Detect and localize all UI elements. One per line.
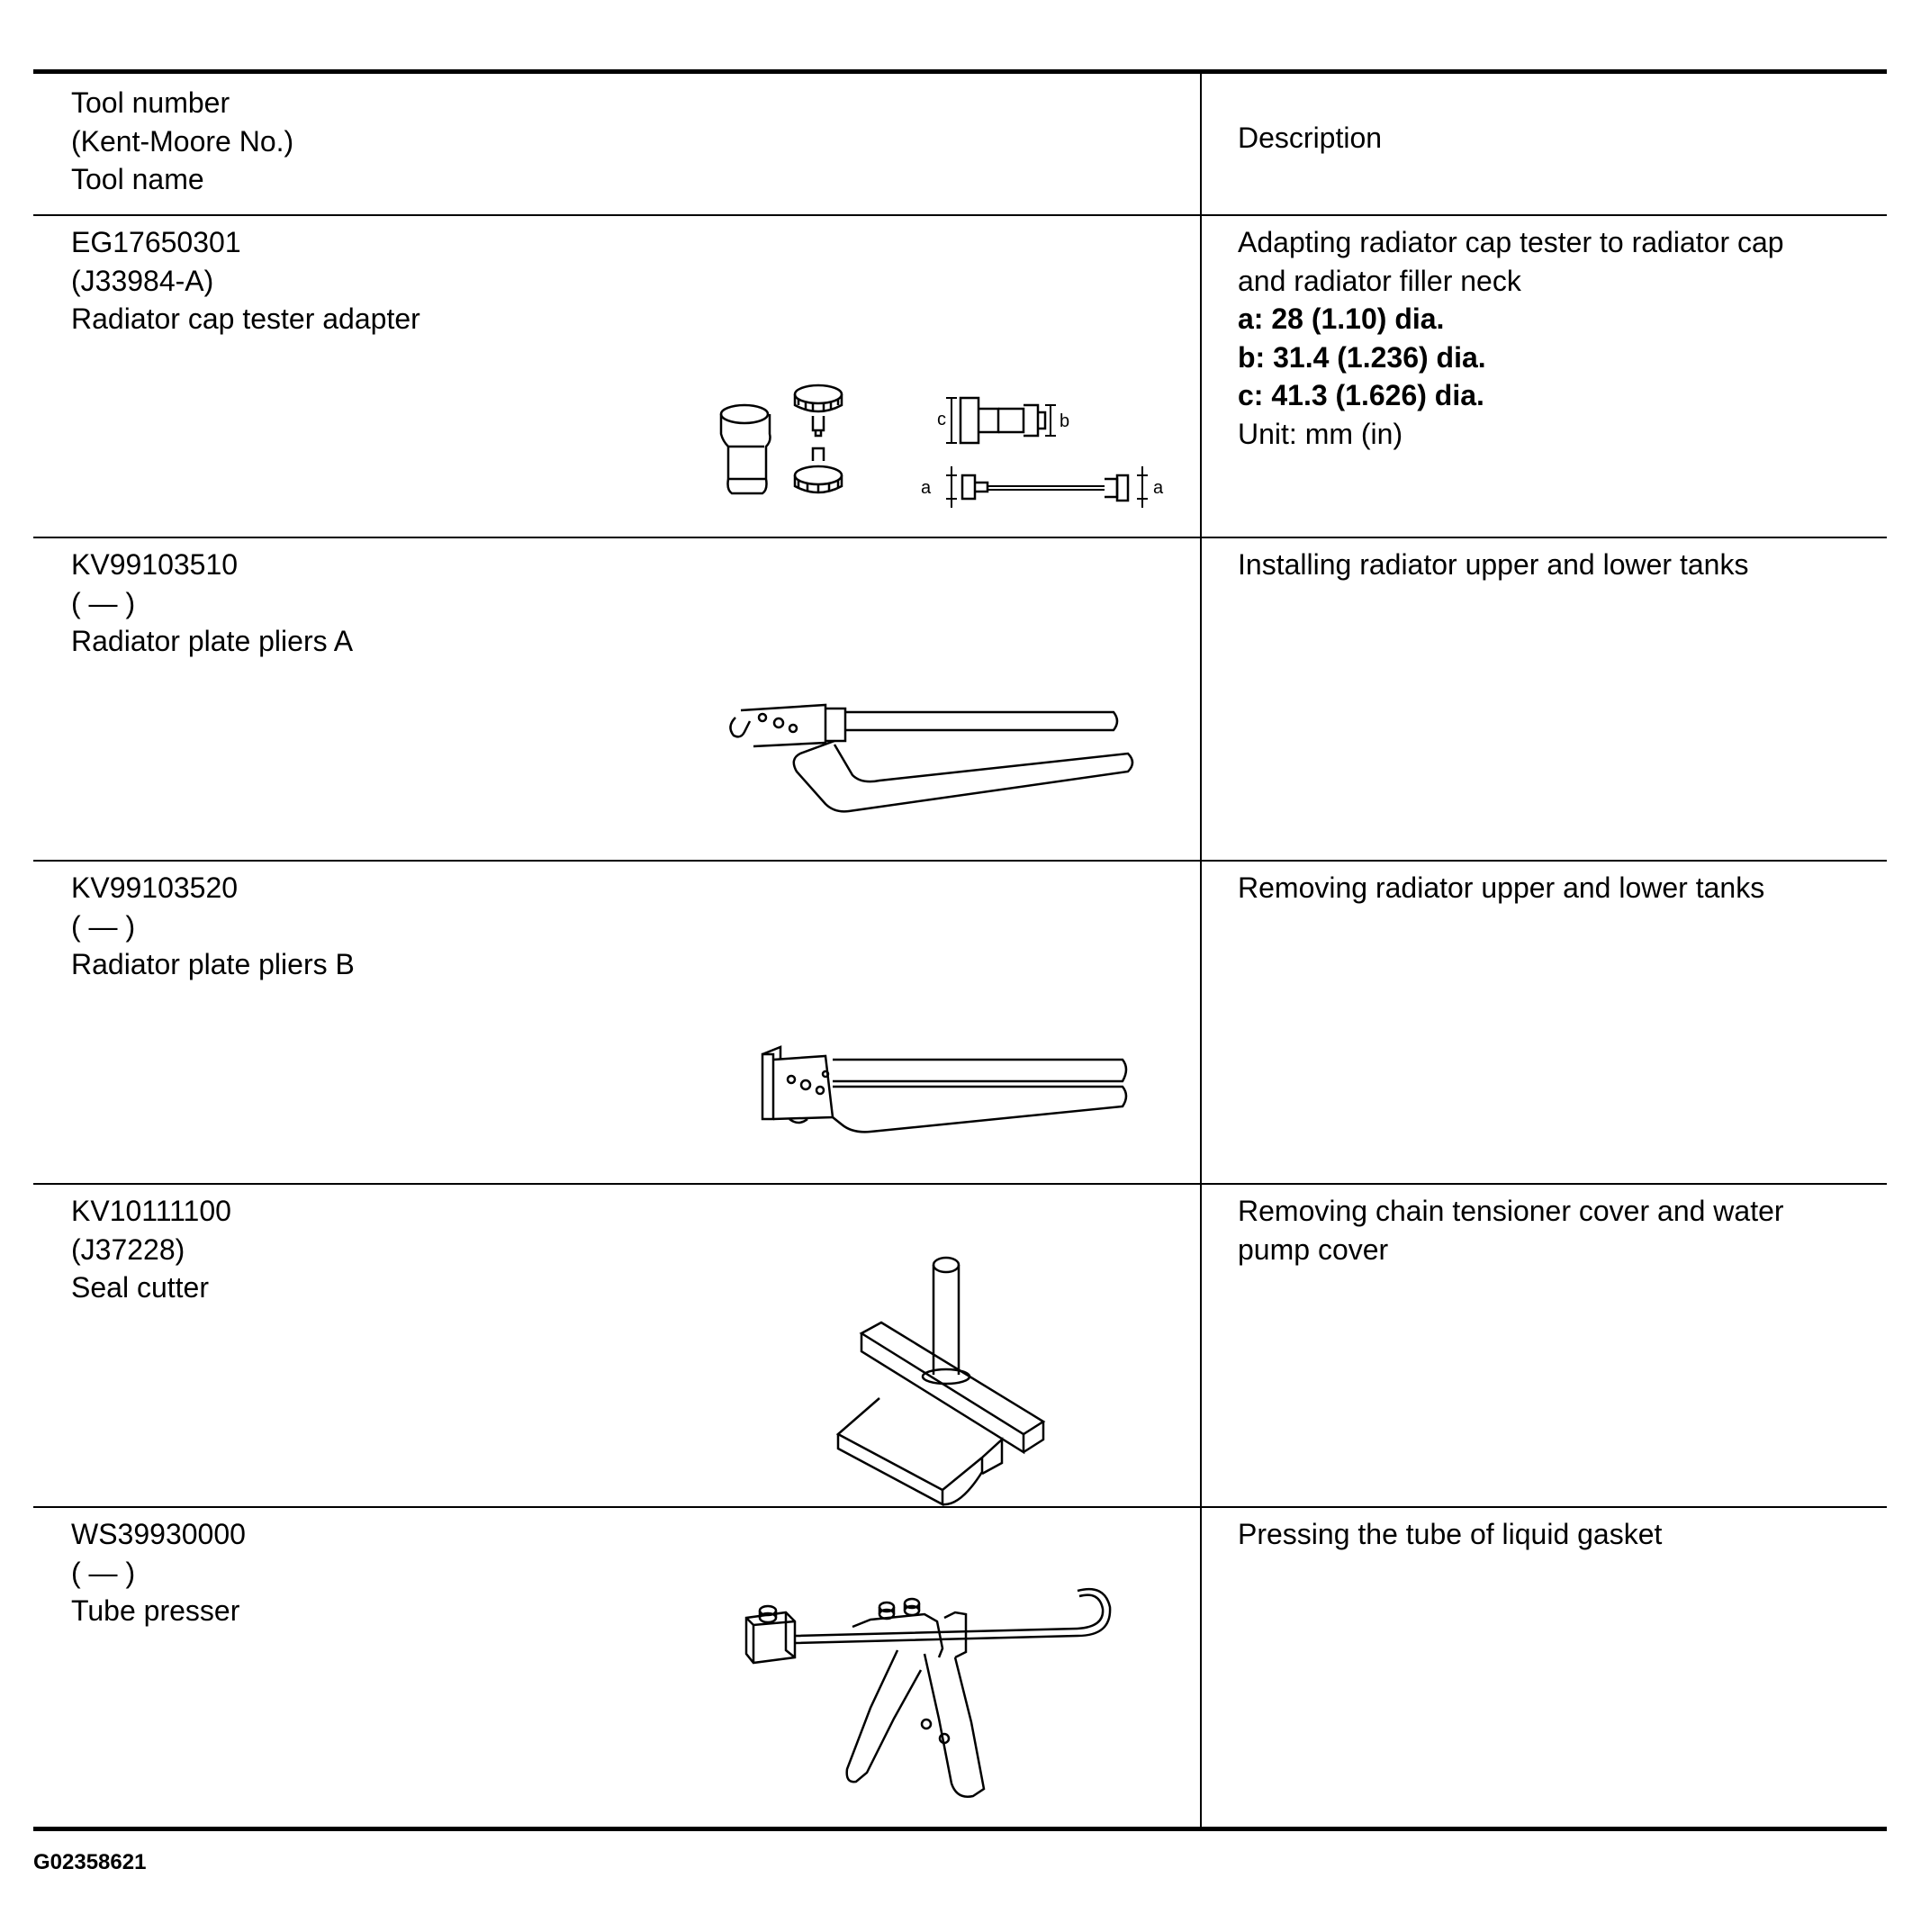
dim-label-b: b <box>1060 411 1070 431</box>
table-row-1-description <box>1238 223 1868 453</box>
tool-name: Tube presser <box>71 1594 240 1627</box>
spec-a: a: 28 (1.10) dia. <box>1238 302 1445 335</box>
tube-presser-illustration <box>735 1564 1132 1834</box>
kent-moore-number: ( — ) <box>71 1556 136 1589</box>
table-row-2-tool <box>71 546 353 661</box>
table-bottom-rule <box>33 1827 1887 1831</box>
tool-name: Seal cutter <box>71 1271 209 1304</box>
kent-moore-number: (J37228) <box>71 1232 185 1266</box>
description-line: Adapting radiator cap tester to radiator cap <box>1238 226 1784 258</box>
description-line: pump cover <box>1238 1232 1389 1266</box>
unit-line: Unit: mm (in) <box>1238 417 1403 450</box>
figure-id: G02358621 <box>33 1850 147 1874</box>
column-divider <box>1200 71 1202 1829</box>
description-line: and radiator filler neck <box>1238 264 1521 297</box>
kent-moore-number: ( — ) <box>71 586 136 619</box>
kent-moore-number: (J33984-A) <box>71 264 214 297</box>
tool-number: KV99103520 <box>71 871 239 904</box>
description-line: Removing chain tensioner cover and water <box>1238 1195 1784 1227</box>
table-row-2-description <box>1238 546 1868 584</box>
row-divider <box>33 537 1887 538</box>
tool-number: EG17650301 <box>71 226 241 258</box>
spec-b: b: 31.4 (1.236) dia. <box>1238 340 1486 374</box>
kent-moore-number: ( — ) <box>71 909 136 943</box>
header-tool-name: Tool name <box>71 163 204 195</box>
dim-label-c: c <box>937 410 946 429</box>
table-row-3-tool <box>71 869 355 984</box>
radiator-plate-pliers-a-illustration <box>699 646 1168 844</box>
table-top-rule <box>33 69 1887 74</box>
table-row-5-tool <box>71 1515 246 1630</box>
dim-label-a: a <box>921 478 932 498</box>
row-divider <box>33 860 1887 862</box>
row-divider <box>33 1506 1887 1508</box>
header-description: Description <box>1238 122 1383 154</box>
tool-number: WS39930000 <box>71 1518 246 1550</box>
table-row-3-description <box>1238 869 1868 907</box>
row-divider <box>33 214 1887 216</box>
tool-number: KV99103510 <box>71 548 239 581</box>
tool-number: KV10111100 <box>71 1195 231 1227</box>
table-row-4-description <box>1238 1192 1868 1268</box>
header-kent-moore: (Kent-Moore No.) <box>71 124 294 158</box>
header-tool-number: Tool number <box>71 86 230 119</box>
seal-cutter-illustration <box>807 1249 1096 1519</box>
tool-name: Radiator plate pliers A <box>71 625 354 657</box>
tool-name: Radiator plate pliers B <box>71 948 355 980</box>
special-service-tools-table <box>33 69 1887 1834</box>
radiator-plate-pliers-b-illustration <box>726 970 1159 1150</box>
row-divider <box>33 1183 1887 1185</box>
description-line: Removing radiator upper and lower tanks <box>1238 871 1765 904</box>
spec-c: c: 41.3 (1.626) dia. <box>1238 379 1484 411</box>
description-line: Pressing the tube of liquid gasket <box>1238 1518 1663 1550</box>
dim-label-a: a <box>1153 478 1164 498</box>
table-row-4-tool <box>71 1192 231 1307</box>
radiator-cap-tester-adapter-illustration <box>681 299 1186 542</box>
table-row-1-tool <box>71 223 420 339</box>
tool-name: Radiator cap tester adapter <box>71 302 420 335</box>
table-row-5-description <box>1238 1515 1868 1554</box>
description-line: Installing radiator upper and lower tanks <box>1238 548 1749 581</box>
header-tool-column <box>71 84 293 199</box>
